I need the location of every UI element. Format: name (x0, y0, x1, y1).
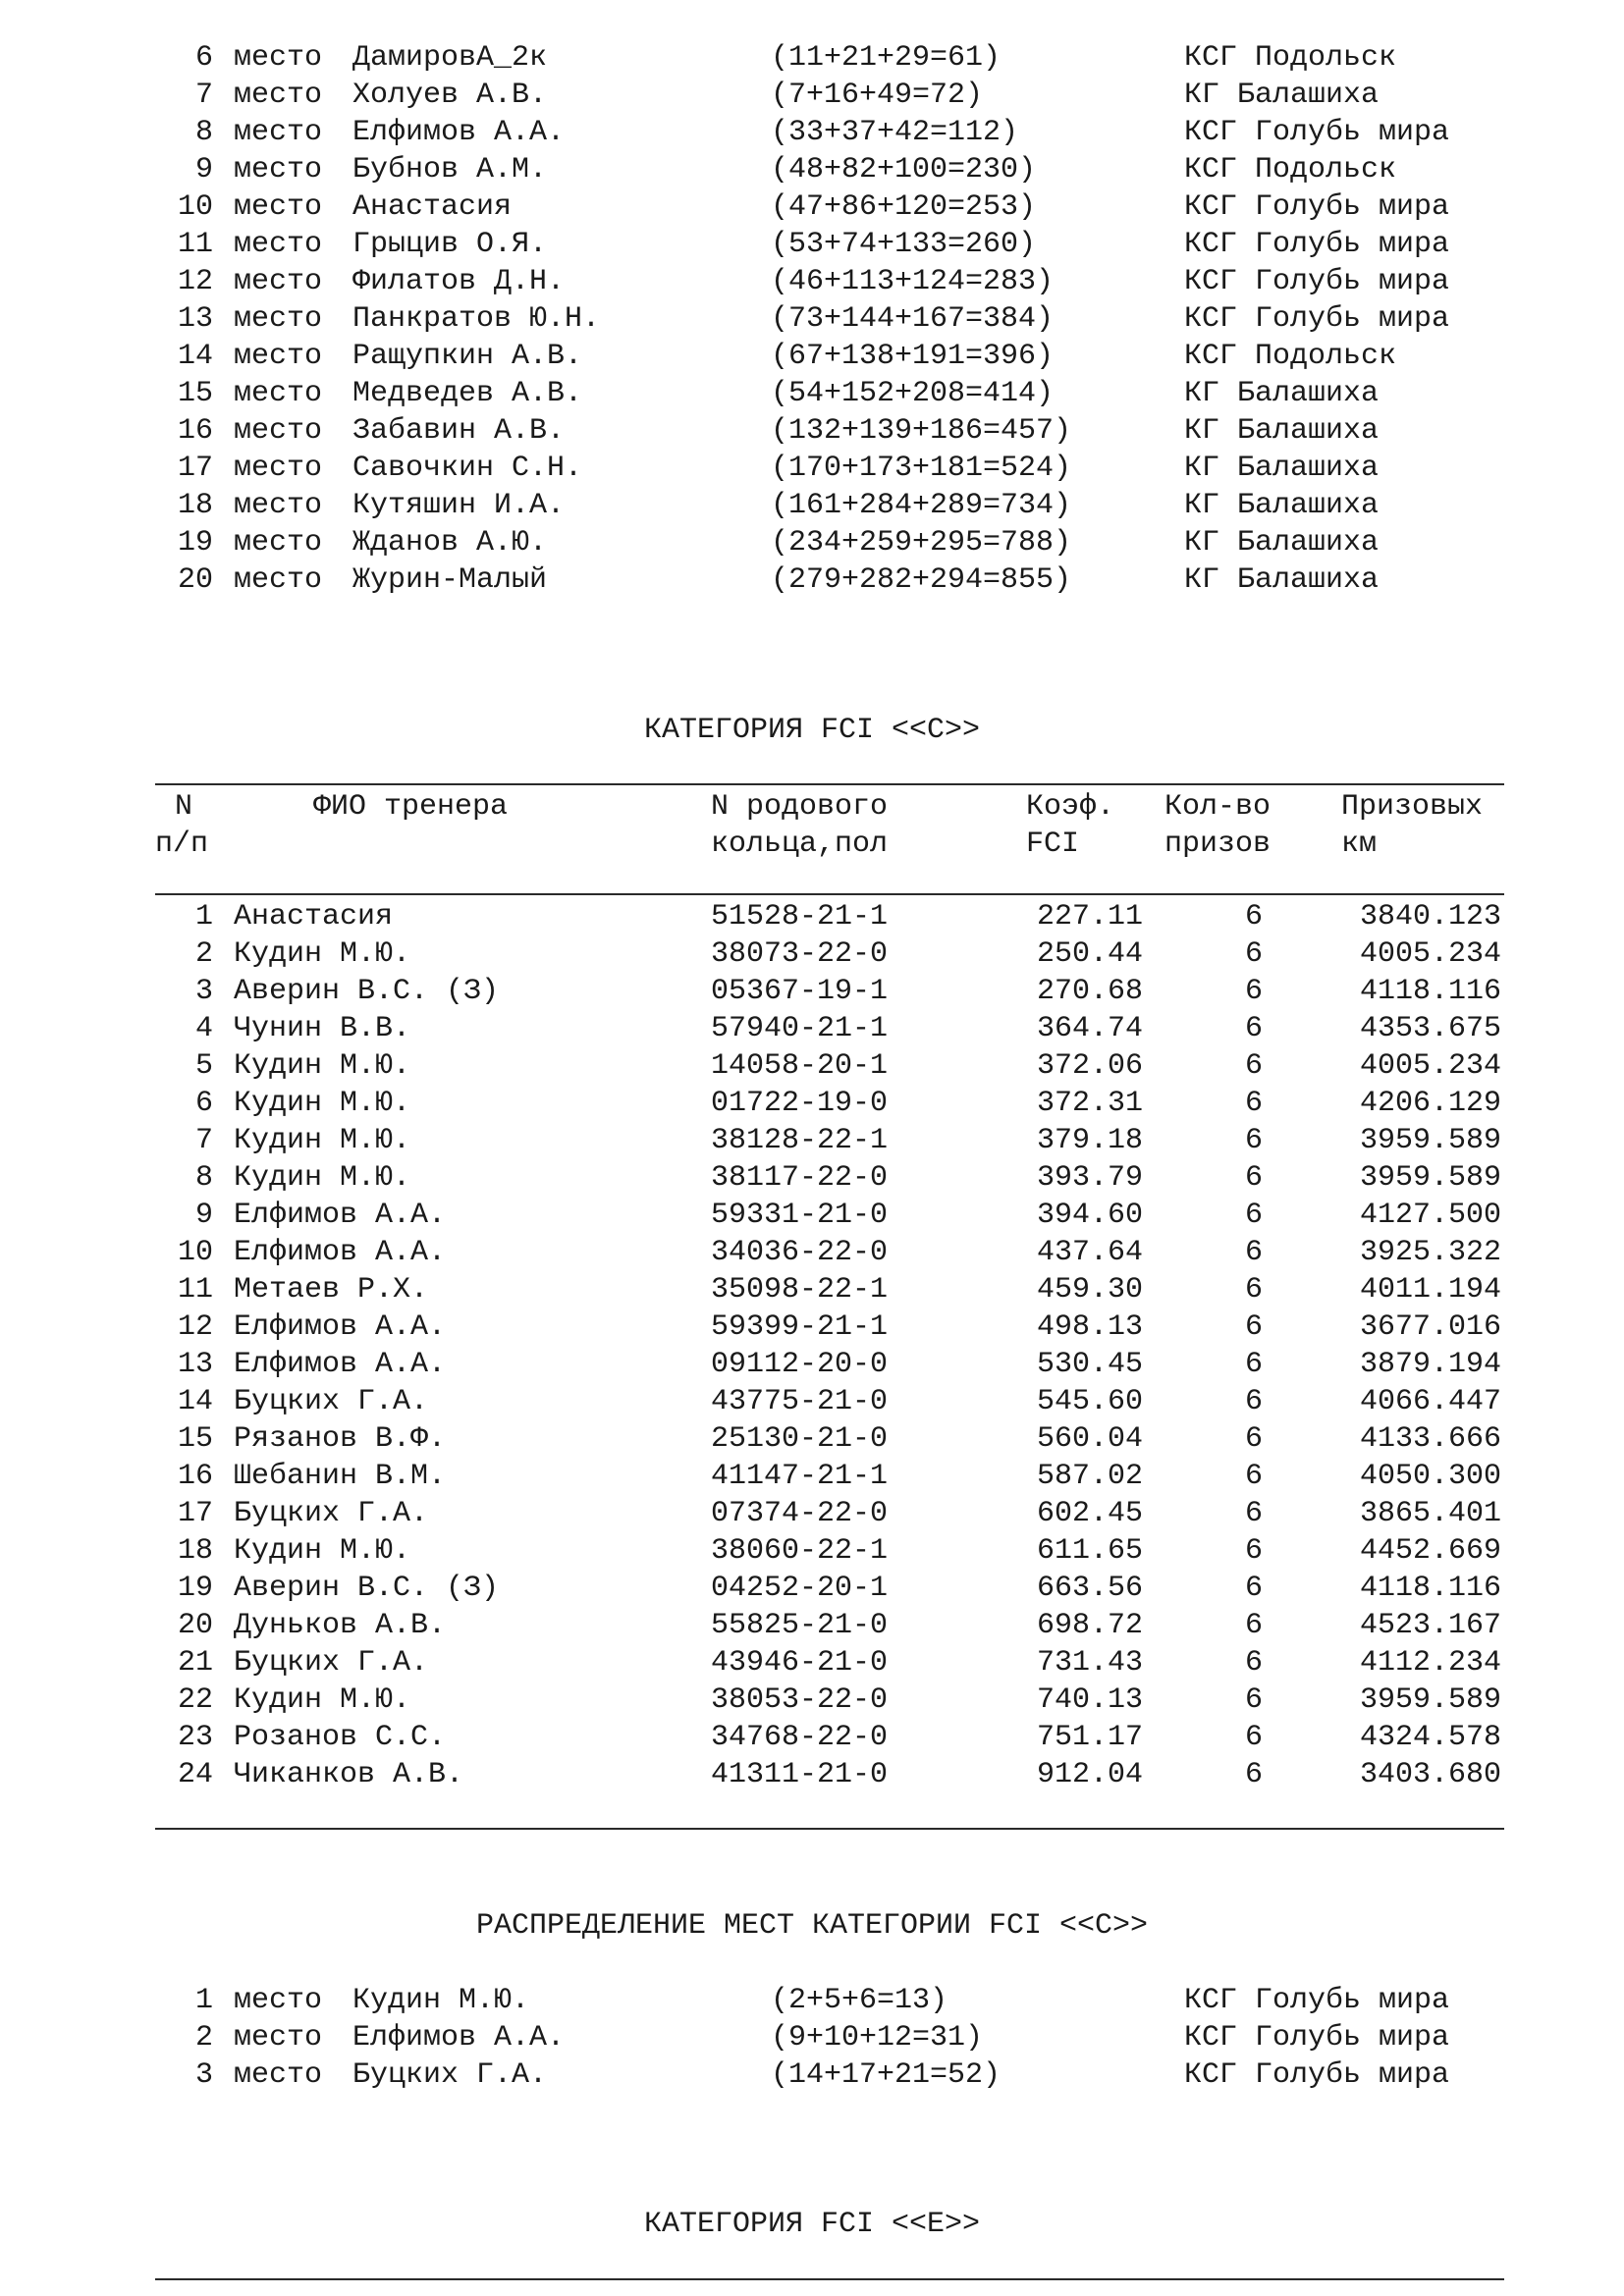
place-number: 12 (177, 265, 213, 298)
row-trainer-name: Елфимов А.А. (234, 1199, 447, 1232)
place-label: место (234, 452, 323, 485)
row-prize-km: 3959.589 (1359, 1161, 1501, 1195)
table-row (0, 1719, 1624, 1756)
place-name: Жданов А.Ю. (352, 526, 548, 560)
place-row (0, 450, 1624, 487)
place-label: место (234, 489, 323, 522)
place-calculation: (9+10+12=31) (771, 2021, 984, 2055)
row-prize-km: 4005.234 (1359, 1049, 1501, 1083)
row-number: 19 (177, 1572, 213, 1605)
row-fci-coefficient: 437.64 (1036, 1236, 1143, 1269)
place-club: КГ Балашиха (1184, 377, 1380, 410)
place-label: место (234, 79, 323, 112)
place-calculation: (67+138+191=396) (771, 340, 1055, 373)
row-trainer-name: Кудин М.Ю. (234, 1087, 411, 1120)
row-trainer-name: Дуньков А.В. (234, 1609, 447, 1642)
header-prizes: Кол-во (1164, 790, 1272, 824)
place-row (0, 226, 1624, 263)
row-number: 13 (177, 1348, 213, 1381)
place-row (0, 263, 1624, 300)
place-label: место (234, 414, 323, 448)
place-label: место (234, 265, 323, 298)
place-label: место (234, 2021, 323, 2055)
row-ring-number: 01722-19-0 (711, 1087, 889, 1120)
row-number: 17 (177, 1497, 213, 1530)
table-row (0, 1495, 1624, 1532)
row-ring-number: 34036-22-0 (711, 1236, 889, 1269)
place-number: 8 (194, 116, 213, 149)
row-ring-number: 04252-20-1 (711, 1572, 889, 1605)
place-club: КГ Балашиха (1184, 79, 1380, 112)
table-row (0, 1756, 1624, 1793)
row-number: 5 (194, 1049, 213, 1083)
row-fci-coefficient: 270.68 (1036, 975, 1143, 1008)
row-trainer-name: Кудин М.Ю. (234, 1161, 411, 1195)
place-club: КСГ Подольск (1184, 340, 1397, 373)
row-number: 22 (177, 1683, 213, 1717)
row-prize-count: 6 (1244, 1273, 1263, 1307)
place-number: 10 (177, 190, 213, 224)
table-row (0, 1346, 1624, 1383)
row-trainer-name: Розанов С.С. (234, 1721, 447, 1754)
row-fci-coefficient: 250.44 (1036, 937, 1143, 971)
place-club: КСГ Подольск (1184, 41, 1397, 75)
row-ring-number: 38053-22-0 (711, 1683, 889, 1717)
row-prize-count: 6 (1244, 1236, 1263, 1269)
place-name: Анастасия (352, 190, 513, 224)
place-calculation: (279+282+294=855) (771, 563, 1072, 597)
row-prize-km: 4011.194 (1359, 1273, 1501, 1307)
row-trainer-name: Кудин М.Ю. (234, 1534, 411, 1568)
row-fci-coefficient: 751.17 (1036, 1721, 1143, 1754)
place-club: КГ Балашиха (1184, 414, 1380, 448)
row-number: 24 (177, 1758, 213, 1791)
place-name: Кутяшин И.А. (352, 489, 566, 522)
row-prize-count: 6 (1244, 1199, 1263, 1232)
place-number: 19 (177, 526, 213, 560)
place-club: КСГ Голубь мира (1184, 116, 1450, 149)
place-row (0, 151, 1624, 188)
place-name: Панкратов Ю.Н. (352, 302, 601, 336)
header-num-sub: п/п (155, 828, 209, 861)
place-row (0, 375, 1624, 412)
place-name: Филатов Д.Н. (352, 265, 566, 298)
place-calculation: (33+37+42=112) (771, 116, 1019, 149)
row-fci-coefficient: 698.72 (1036, 1609, 1143, 1642)
table-row (0, 1234, 1624, 1271)
category-e-title: КАТЕГОРИЯ FCI <<E>> (643, 2208, 981, 2241)
row-fci-coefficient: 372.31 (1036, 1087, 1143, 1120)
row-number: 23 (177, 1721, 213, 1754)
place-row (0, 487, 1624, 524)
row-fci-coefficient: 587.02 (1036, 1460, 1143, 1493)
row-fci-coefficient: 740.13 (1036, 1683, 1143, 1717)
row-prize-count: 6 (1244, 900, 1263, 934)
row-number: 11 (177, 1273, 213, 1307)
row-number: 3 (194, 975, 213, 1008)
place-name: Бубнов А.М. (352, 153, 548, 187)
row-number: 7 (194, 1124, 213, 1157)
row-prize-km: 3879.194 (1359, 1348, 1501, 1381)
header-km-sub: км (1341, 828, 1378, 861)
header-ring-sub: кольца,пол (711, 828, 889, 861)
row-number: 15 (177, 1422, 213, 1456)
row-prize-count: 6 (1244, 1609, 1263, 1642)
table-row (0, 1383, 1624, 1420)
place-number: 13 (177, 302, 213, 336)
place-number: 3 (194, 2058, 213, 2092)
place-number: 9 (194, 153, 213, 187)
table-row (0, 1607, 1624, 1644)
header-coef-sub: FCI (1026, 828, 1080, 861)
row-prize-km: 4118.116 (1359, 1572, 1501, 1605)
place-number: 1 (194, 1984, 213, 2017)
row-trainer-name: Метаев Р.Х. (234, 1273, 429, 1307)
place-number: 17 (177, 452, 213, 485)
row-ring-number: 43775-21-0 (711, 1385, 889, 1418)
place-club: КГ Балашиха (1184, 563, 1380, 597)
place-calculation: (2+5+6=13) (771, 1984, 948, 2017)
row-trainer-name: Аверин В.С. (З) (234, 975, 500, 1008)
place-calculation: (53+74+133=260) (771, 228, 1037, 261)
row-fci-coefficient: 602.45 (1036, 1497, 1143, 1530)
row-fci-coefficient: 912.04 (1036, 1758, 1143, 1791)
place-name: Елфимов А.А. (352, 116, 566, 149)
row-ring-number: 59399-21-1 (711, 1310, 889, 1344)
place-row (0, 114, 1624, 151)
row-prize-km: 3959.589 (1359, 1683, 1501, 1717)
row-prize-count: 6 (1244, 975, 1263, 1008)
distribution-c-title: РАСПРЕДЕЛЕНИЕ МЕСТ КАТЕГОРИИ FCI <<C>> (475, 1909, 1149, 1943)
place-row (0, 338, 1624, 375)
row-prize-count: 6 (1244, 1087, 1263, 1120)
place-club: КСГ Голубь мира (1184, 265, 1450, 298)
table-row (0, 1570, 1624, 1607)
place-number: 16 (177, 414, 213, 448)
place-club: КСГ Голубь мира (1184, 1984, 1450, 2017)
place-calculation: (11+21+29=61) (771, 41, 1001, 75)
row-prize-count: 6 (1244, 1572, 1263, 1605)
row-prize-count: 6 (1244, 1683, 1263, 1717)
place-name: Забавин А.В. (352, 414, 566, 448)
row-ring-number: 05367-19-1 (711, 975, 889, 1008)
row-trainer-name: Елфимов А.А. (234, 1236, 447, 1269)
table-row (0, 1085, 1624, 1122)
place-club: КГ Балашиха (1184, 489, 1380, 522)
row-trainer-name: Анастасия (234, 900, 394, 934)
place-number: 18 (177, 489, 213, 522)
place-label: место (234, 340, 323, 373)
place-label: место (234, 2058, 323, 2092)
place-club: КСГ Голубь мира (1184, 2058, 1450, 2092)
row-number: 14 (177, 1385, 213, 1418)
row-fci-coefficient: 459.30 (1036, 1273, 1143, 1307)
place-club: КСГ Голубь мира (1184, 190, 1450, 224)
row-prize-km: 4353.675 (1359, 1012, 1501, 1045)
row-prize-km: 4206.129 (1359, 1087, 1501, 1120)
row-prize-count: 6 (1244, 1534, 1263, 1568)
row-fci-coefficient: 498.13 (1036, 1310, 1143, 1344)
place-label: место (234, 116, 323, 149)
row-fci-coefficient: 364.74 (1036, 1012, 1143, 1045)
row-trainer-name: Буцких Г.А. (234, 1385, 429, 1418)
place-name: Кудин М.Ю. (352, 1984, 530, 2017)
row-prize-km: 4118.116 (1359, 975, 1501, 1008)
table-row (0, 935, 1624, 973)
row-fci-coefficient: 731.43 (1036, 1646, 1143, 1680)
place-name: Холуев А.В. (352, 79, 548, 112)
row-prize-km: 4127.500 (1359, 1199, 1501, 1232)
row-number: 18 (177, 1534, 213, 1568)
row-fci-coefficient: 611.65 (1036, 1534, 1143, 1568)
place-name: Савочкин С.Н. (352, 452, 583, 485)
table-bottom-rule (155, 1828, 1504, 1830)
row-prize-count: 6 (1244, 1124, 1263, 1157)
row-ring-number: 41147-21-1 (711, 1460, 889, 1493)
row-trainer-name: Аверин В.С. (З) (234, 1572, 500, 1605)
table-row (0, 1644, 1624, 1682)
place-name: Грыцив О.Я. (352, 228, 548, 261)
row-ring-number: 07374-22-0 (711, 1497, 889, 1530)
place-club: КСГ Голубь мира (1184, 2021, 1450, 2055)
row-prize-count: 6 (1244, 1385, 1263, 1418)
place-label: место (234, 41, 323, 75)
table-header-line-2 (0, 826, 1624, 863)
row-fci-coefficient: 227.11 (1036, 900, 1143, 934)
place-row (0, 2019, 1624, 2056)
place-label: место (234, 153, 323, 187)
row-prize-km: 4452.669 (1359, 1534, 1501, 1568)
row-prize-count: 6 (1244, 1497, 1263, 1530)
row-ring-number: 57940-21-1 (711, 1012, 889, 1045)
table-row (0, 1532, 1624, 1570)
table-header-rule (155, 893, 1504, 895)
row-trainer-name: Елфимов А.А. (234, 1310, 447, 1344)
place-calculation: (47+86+120=253) (771, 190, 1037, 224)
row-ring-number: 35098-22-1 (711, 1273, 889, 1307)
row-trainer-name: Чунин В.В. (234, 1012, 411, 1045)
row-trainer-name: Кудин М.Ю. (234, 937, 411, 971)
place-name: Ращупкин А.В. (352, 340, 583, 373)
row-trainer-name: Елфимов А.А. (234, 1348, 447, 1381)
row-prize-count: 6 (1244, 1310, 1263, 1344)
place-label: место (234, 302, 323, 336)
row-prize-km: 3403.680 (1359, 1758, 1501, 1791)
place-calculation: (7+16+49=72) (771, 79, 984, 112)
place-calculation: (161+284+289=734) (771, 489, 1072, 522)
row-fci-coefficient: 379.18 (1036, 1124, 1143, 1157)
place-calculation: (48+82+100=230) (771, 153, 1037, 187)
place-name: Буцких Г.А. (352, 2058, 548, 2092)
row-prize-km: 4324.578 (1359, 1721, 1501, 1754)
row-prize-count: 6 (1244, 1012, 1263, 1045)
place-row (0, 412, 1624, 450)
row-prize-count: 6 (1244, 1758, 1263, 1791)
row-ring-number: 59331-21-0 (711, 1199, 889, 1232)
row-prize-count: 6 (1244, 1646, 1263, 1680)
row-ring-number: 09112-20-0 (711, 1348, 889, 1381)
row-prize-km: 3677.016 (1359, 1310, 1501, 1344)
header-km: Призовых (1341, 790, 1484, 824)
place-number: 20 (177, 563, 213, 597)
row-fci-coefficient: 530.45 (1036, 1348, 1143, 1381)
row-fci-coefficient: 545.60 (1036, 1385, 1143, 1418)
place-number: 7 (194, 79, 213, 112)
row-number: 8 (194, 1161, 213, 1195)
table-row (0, 973, 1624, 1010)
row-number: 12 (177, 1310, 213, 1344)
row-number: 2 (194, 937, 213, 971)
header-name: ФИО тренера (313, 790, 509, 824)
place-row (0, 524, 1624, 561)
row-prize-count: 6 (1244, 1422, 1263, 1456)
table-row (0, 898, 1624, 935)
table-row (0, 1047, 1624, 1085)
place-club: КГ Балашиха (1184, 452, 1380, 485)
place-club: КГ Балашиха (1184, 526, 1380, 560)
row-prize-count: 6 (1244, 1721, 1263, 1754)
table-header-line-1 (0, 788, 1624, 826)
place-row (0, 77, 1624, 114)
row-trainer-name: Кудин М.Ю. (234, 1124, 411, 1157)
place-number: 6 (194, 41, 213, 75)
place-label: место (234, 1984, 323, 2017)
place-label: место (234, 228, 323, 261)
row-prize-count: 6 (1244, 1161, 1263, 1195)
place-label: место (234, 377, 323, 410)
row-fci-coefficient: 560.04 (1036, 1422, 1143, 1456)
place-calculation: (46+113+124=283) (771, 265, 1055, 298)
place-row (0, 300, 1624, 338)
place-label: место (234, 190, 323, 224)
place-calculation: (170+173+181=524) (771, 452, 1072, 485)
row-ring-number: 38060-22-1 (711, 1534, 889, 1568)
row-trainer-name: Буцких Г.А. (234, 1646, 429, 1680)
place-club: КСГ Голубь мира (1184, 302, 1450, 336)
place-row (0, 2056, 1624, 2094)
row-number: 10 (177, 1236, 213, 1269)
place-number: 14 (177, 340, 213, 373)
row-prize-km: 4005.234 (1359, 937, 1501, 971)
row-ring-number: 43946-21-0 (711, 1646, 889, 1680)
row-number: 6 (194, 1087, 213, 1120)
row-ring-number: 41311-21-0 (711, 1758, 889, 1791)
place-number: 11 (177, 228, 213, 261)
row-prize-km: 3840.123 (1359, 900, 1501, 934)
row-ring-number: 51528-21-1 (711, 900, 889, 934)
header-prizes-sub: призов (1164, 828, 1272, 861)
place-name: Елфимов А.А. (352, 2021, 566, 2055)
place-calculation: (54+152+208=414) (771, 377, 1055, 410)
row-number: 1 (194, 900, 213, 934)
row-ring-number: 38117-22-0 (711, 1161, 889, 1195)
row-ring-number: 14058-20-1 (711, 1049, 889, 1083)
category-e-top-rule (155, 2278, 1504, 2280)
row-prize-km: 3959.589 (1359, 1124, 1501, 1157)
table-row (0, 1308, 1624, 1346)
row-fci-coefficient: 663.56 (1036, 1572, 1143, 1605)
row-number: 16 (177, 1460, 213, 1493)
place-calculation: (73+144+167=384) (771, 302, 1055, 336)
header-coef: Коэф. (1026, 790, 1115, 824)
place-label: место (234, 526, 323, 560)
row-fci-coefficient: 394.60 (1036, 1199, 1143, 1232)
place-name: Медведев А.В. (352, 377, 583, 410)
row-ring-number: 38073-22-0 (711, 937, 889, 971)
place-calculation: (234+259+295=788) (771, 526, 1072, 560)
category-c-title: КАТЕГОРИЯ FCI <<C>> (643, 714, 981, 747)
row-prize-count: 6 (1244, 1049, 1263, 1083)
row-trainer-name: Чиканков А.В. (234, 1758, 464, 1791)
table-top-rule (155, 783, 1504, 785)
row-number: 20 (177, 1609, 213, 1642)
row-prize-km: 4050.300 (1359, 1460, 1501, 1493)
place-name: ДамировА_2к (352, 41, 548, 75)
place-club: КСГ Подольск (1184, 153, 1397, 187)
place-row (0, 1982, 1624, 2019)
table-row (0, 1271, 1624, 1308)
row-trainer-name: Шебанин В.М. (234, 1460, 447, 1493)
row-trainer-name: Кудин М.Ю. (234, 1049, 411, 1083)
place-label: место (234, 563, 323, 597)
row-prize-km: 4523.167 (1359, 1609, 1501, 1642)
row-prize-km: 3925.322 (1359, 1236, 1501, 1269)
table-row (0, 1122, 1624, 1159)
row-number: 4 (194, 1012, 213, 1045)
place-number: 15 (177, 377, 213, 410)
row-number: 9 (194, 1199, 213, 1232)
row-ring-number: 38128-22-1 (711, 1124, 889, 1157)
place-number: 2 (194, 2021, 213, 2055)
row-prize-km: 4133.666 (1359, 1422, 1501, 1456)
place-name: Журин-Малый (352, 563, 548, 597)
row-prize-count: 6 (1244, 1460, 1263, 1493)
place-row (0, 561, 1624, 599)
row-prize-count: 6 (1244, 937, 1263, 971)
place-calculation: (14+17+21=52) (771, 2058, 1001, 2092)
row-fci-coefficient: 372.06 (1036, 1049, 1143, 1083)
row-ring-number: 34768-22-0 (711, 1721, 889, 1754)
row-number: 21 (177, 1646, 213, 1680)
row-prize-km: 4112.234 (1359, 1646, 1501, 1680)
header-num: N (175, 790, 193, 824)
table-row (0, 1420, 1624, 1458)
row-trainer-name: Рязанов В.Ф. (234, 1422, 447, 1456)
row-fci-coefficient: 393.79 (1036, 1161, 1143, 1195)
table-row (0, 1159, 1624, 1197)
row-trainer-name: Кудин М.Ю. (234, 1683, 411, 1717)
row-ring-number: 25130-21-0 (711, 1422, 889, 1456)
table-row (0, 1458, 1624, 1495)
row-trainer-name: Буцких Г.А. (234, 1497, 429, 1530)
place-row (0, 39, 1624, 77)
table-row (0, 1010, 1624, 1047)
place-club: КСГ Голубь мира (1184, 228, 1450, 261)
row-ring-number: 55825-21-0 (711, 1609, 889, 1642)
header-ring: N родового (711, 790, 889, 824)
row-prize-km: 3865.401 (1359, 1497, 1501, 1530)
place-calculation: (132+139+186=457) (771, 414, 1072, 448)
row-prize-count: 6 (1244, 1348, 1263, 1381)
row-prize-km: 4066.447 (1359, 1385, 1501, 1418)
table-row (0, 1197, 1624, 1234)
table-row (0, 1682, 1624, 1719)
place-row (0, 188, 1624, 226)
